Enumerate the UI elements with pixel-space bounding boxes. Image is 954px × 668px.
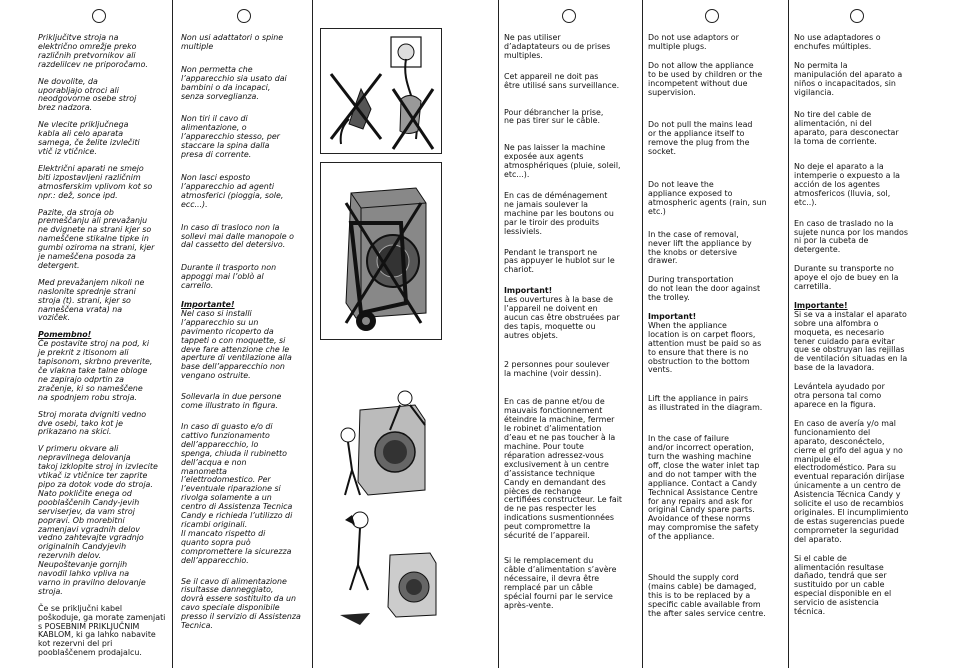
italian-column — [181, 34, 309, 631]
column-rule — [312, 0, 313, 668]
french-column — [504, 34, 640, 610]
slovenian-important-title: Pomembno! — [38, 330, 92, 340]
no-trolley-door-illustration — [321, 163, 441, 339]
slovenian-paragraph: Priključitve stroja na električno omrežje preko različnih pretvornikov ali razdelilcev ne priporočamo. — [38, 33, 148, 69]
italian-paragraph: Non tiri il cavo di alimentazione, o l’apparecchio stesso, per staccare la spina dalla presa di corrente. — [181, 114, 280, 160]
spanish-paragraph: No deje el aparato a la intemperie o expuesto a la acción de los agentes atmosfericos (lluvia, sol, etc..). — [794, 162, 900, 207]
spanish-important-title: Importante! — [794, 300, 848, 310]
italian-paragraph: In caso di trasloco non la sollevi mai dalle manopole o dal cassetto del detersivo. — [181, 222, 294, 250]
no-plug-pull-illustration — [321, 29, 441, 153]
italian-paragraph: In caso di guasto e/o di cattivo funzionamento dell’apparecchio, lo spenga, chiuda il rubinetto dell’acqua e non manometta l’elettrodomestico. Per l’eventuale riparazione si rivolga solamente a un centro di Assistenza Tecnica Candy e richieda l’utilizzo di ricambi originali. Il mancato rispetto di quanto sopra può compromettere la sicurezza dell’apparecchio. — [181, 422, 293, 565]
english-paragraph: Do not use adaptors or multiple plugs. — [648, 33, 739, 51]
english-paragraph: In the case of failure and/or incorrect operation, turn the washing machine off, close the water inlet tap and do not tamper with the appliance. Contact a Candy Technical Assistance Centre for any repairs and ask for original Candy spare parts. Avoidance of these norms may compromise the safety of the appliance. — [648, 434, 760, 542]
spanish-paragraph: Si el cable de alimentación resultase dañado, tendrá que ser sustituido por un cable especial disponible en el servicio de asistencia técnica. — [794, 553, 892, 617]
english-paragraph: Do not allow the appliance to be used by children or the incompetent without due supervision. — [648, 60, 763, 97]
column-rule — [498, 0, 499, 668]
italian-paragraph: Non permetta che l’apparecchio sia usato dai bambini o da incapaci, senza sorveglianza. — [181, 64, 287, 101]
english-paragraph: Do not pull the mains lead or the appliance itself to remove the plug from the socket. — [648, 120, 753, 157]
spanish-paragraph: No tire del cable de alimentación, ni del aparato, para desconectar la toma de corriente. — [794, 110, 899, 147]
slovenian-paragraph: Če se priključni kabel poškoduje, ga morate zamenjati s POSEBNIM PRIKLJUČNIM KABLOM, ki ga lahko nabavite kot rezervni del pri pooblaščenem prodajalcu. — [38, 603, 166, 658]
spanish-paragraph: Durante su transporte no apoye el ojo de buey en la carretilla. — [794, 264, 899, 292]
french-important-title: Important! — [504, 286, 553, 296]
slovenian-paragraph: V primeru okvare ali nepravilnega delovanja takoj izklopite stroj in izvlecite vtikač iz vtičnice ter zaprite pipo za dotok vode do stroja. Nato pokličite enega od pooblaščenih Candy-jevih serviserjev, da vam stroj popravi. Ob morebitni zamenjavi vgradnih delov vedno zahtevajte vgradnjo originalnih Candyjevih rezervnih delov. Neupoštevanje gornjih navodil lahko vpliva na varno in pravilno delovanje stroja. — [38, 444, 158, 596]
spanish-paragraph: En caso de avería y/o mal funcionamiento del aparato, desconéctelo, cierre el grifo del agua y no manipule el electrodoméstico. Para su eventual reparación diríjase únicamente a un centro de Asistencia Técnica Candy y solicite el uso de recambios originales. El incumplimiento de estas sugerencias puede comprometer la seguridad del aparato. — [794, 418, 909, 544]
french-paragraph: 2 personnes pour soulever la machine (voir dessin). — [504, 359, 610, 378]
italian-paragraph: Se il cavo di alimentazione risultasse danneggiato, dovrà essere sostituito da un cavo speciale disponibile presso il servizio di Assistenza Tecnica. — [181, 576, 301, 631]
spanish-paragraph: Levántela ayudado por otra persona tal como aparece en la figura. — [794, 382, 885, 409]
french-paragraph: En cas de déménagement ne jamais soulever la machine par les boutons ou par le tiroir des produits lessiviels. — [504, 190, 614, 236]
french-paragraph: Pour débrancher la prise, ne pas tirer sur le câble. — [504, 107, 604, 126]
italian-paragraph: Durante il trasporto non appoggi mai l’oblò al carrello. — [181, 263, 277, 291]
column-rule — [642, 0, 643, 668]
page-marker-circle — [237, 9, 251, 23]
italian-important-title: Importante! — [181, 300, 235, 310]
french-paragraph: Si le remplacement du câble d’alimentation s’avère nécessaire, il devra être remplacé par un câble spécial fourni par le service après-vente. — [504, 555, 617, 610]
italian-important-text: Nel caso si installi l’apparecchio su un pavimento ricoperto da tappeti o con moquette, si deve fare attenzione che le aperture di ventilazione alla base dell’apparecchio non vengano ostruite. — [181, 308, 292, 381]
slovenian-paragraph: Pazite, da stroja ob premeščanju ali prevažanju ne dvignete na strani kjer so nameščene stikalne tipke in gumbi oziroma na strani, kjer je nameščena posoda za detergent. — [38, 207, 155, 270]
page-marker-circle — [850, 9, 864, 23]
english-paragraph: Do not leave the appliance exposed to atmospheric agents (rain, sun etc.) — [648, 180, 767, 216]
page-marker-circle — [92, 9, 106, 23]
spanish-paragraph: En caso de traslado no la sujete nunca por los mandos ni por la cubeta de detergente. — [794, 218, 908, 255]
column-rule — [172, 0, 173, 668]
spanish-paragraph: No use adaptadores o enchufes múltiples. — [794, 33, 881, 51]
two-person-lift-illustration — [330, 390, 440, 500]
french-paragraph: Ne pas laisser la machine exposée aux agents atmosphériques (pluie, soleil, etc...). — [504, 143, 621, 180]
italian-paragraph: Non usi adattatori o spine multiple — [181, 33, 284, 51]
french-paragraph: Cet appareil ne doit pas être utilisé sans surveillance. — [504, 71, 620, 90]
italian-paragraph: Sollevarla in due persone come illustrato in figura. — [181, 392, 282, 411]
english-important-title: Important! — [648, 312, 697, 322]
slovenian-paragraph: Med prevažanjem nikoli ne naslonite sprednje strani stroja (t). strani, kjer so nameščena vrata) na voziček. — [38, 277, 145, 323]
french-paragraph: Ne pas utiliser d’adaptateurs ou de prises multiples. — [504, 33, 611, 60]
spanish-paragraph: No permita la manipulación del aparato a niños o incapacitados, sin vigilancia. — [794, 60, 903, 97]
column-rule — [788, 0, 789, 668]
spanish-important-text: Si se va a instalar el aparato sobre una alfombra o moqueta, es necesario tener cuidado para evitar que se obstruyan las rejillas de ventilación situadas en la base de la lavadora. — [794, 309, 908, 373]
english-paragraph: During transportation do not lean the door against the trolley. — [648, 275, 761, 303]
english-paragraph: In the case of removal, never lift the appliance by the knobs or detersive drawer. — [648, 229, 752, 266]
technician-phone-illustration — [330, 505, 440, 645]
slovenian-paragraph: Stroj morata dvigniti vedno dve osebi, tako kot je prikazano na skici. — [38, 409, 147, 437]
italian-paragraph: Non lasci esposto l’apparecchio ad agenti atmosferici (pioggia, sole, ecc...). — [181, 172, 284, 209]
slovenian-paragraph: Ne dovolite, da uporabljajo otroci ali neodgovorne osebe stroj brez nadzora. — [38, 76, 137, 113]
english-paragraph: Should the supply cord (mains cable) be damaged, this is to be replaced by a specific cable available from the after sales service centre. — [648, 573, 766, 618]
illustration-trolley-frame — [320, 162, 442, 340]
english-important-text: When the appliance location is on carpet floors, attention must be paid so as to ensure that there is no obstruction to the bottom vents. — [648, 320, 762, 375]
french-important-text: Les ouvertures à la base de l’appareil ne doivent en aucun cas être obstruées par des tapis, moquette ou autres objets. — [504, 295, 620, 340]
illustration-plug-frame — [320, 28, 442, 154]
slovenian-paragraph: Ne vlecite priključnega kabla ali celo aparata samega, če želite izvlečiti vtič iz vtičnice. — [38, 120, 140, 156]
slovenian-important-text: Če postavite stroj na pod, ki je prekrit z itisonom ali tapisonom, skrbno preverite, če vlakna take talne obloge ne zapirajo odprtin za zračenje, ki so nameščene na spodnjem robu stroja. — [38, 339, 153, 402]
english-paragraph: Lift the appliance in pairs as illustrated in the diagram. — [648, 394, 763, 413]
french-paragraph: En cas de panne et/ou de mauvais fonctionnement éteindre la machine, fermer le robinet d’alimentation d’eau et ne pas toucher à la machine. Pour toute réparation adressez-vous exclusivement à un centre d’assistance technique Candy en demandant des pièces de rechange certifiées constructeur. Le fait de ne pas respecter les indications susmentionnées peut compromettre la sécurité de l’appareil. — [504, 397, 622, 541]
english-column — [648, 34, 786, 619]
french-paragraph: Pendant le transport ne pas appuyer le hublot sur le chariot. — [504, 247, 615, 275]
spanish-column — [794, 34, 934, 617]
slovenian-paragraph: Električni aparati ne smejo biti izpostavljeni različnim atmosferskim vplivom kot so npr.: dež, sonce ipd. — [38, 163, 153, 200]
slovenian-column — [38, 34, 168, 658]
page-marker-circle — [562, 9, 576, 23]
page-marker-circle — [705, 9, 719, 23]
